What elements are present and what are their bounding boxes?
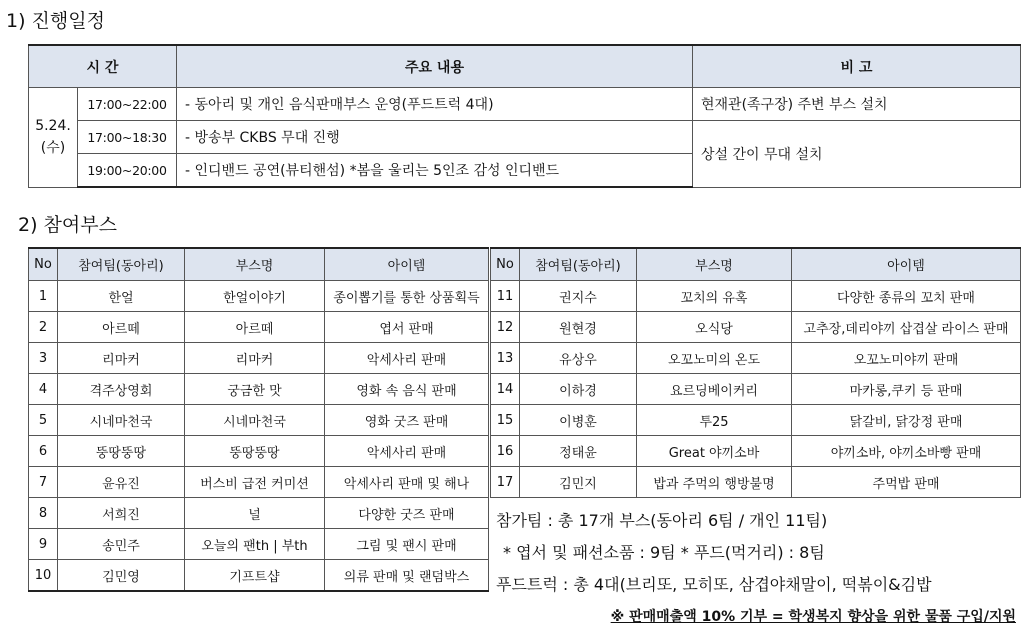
booth-item: 악세사리 판매 및 해나 (325, 467, 489, 498)
booth-team: 권지수 (520, 281, 637, 312)
booth-row (491, 281, 1021, 312)
booth-item: 악세사리 판매 (325, 343, 489, 374)
booth-no: 13 (491, 343, 520, 374)
booth-no: 1 (29, 281, 58, 312)
booth-item: 악세사리 판매 (325, 436, 489, 467)
booth-name: 오늘의 팬th | 부th (185, 529, 325, 560)
booth-row (491, 374, 1021, 405)
booth-row (29, 374, 489, 405)
booth-row (491, 467, 1021, 498)
booth-no: 5 (29, 405, 58, 436)
booth-team: 이하경 (520, 374, 637, 405)
booth-item: 다양한 종류의 꼬치 판매 (792, 281, 1021, 312)
booth-name: 오식당 (637, 312, 792, 343)
booth-team: 뚱땅뚱땅 (58, 436, 185, 467)
booth-team: 시네마천국 (58, 405, 185, 436)
booth-no: 10 (29, 560, 58, 592)
schedule-time: 17:00~18:30 (78, 121, 177, 154)
booth-table-right (490, 247, 1021, 498)
schedule-content: - 방송부 CKBS 무대 진행 (177, 121, 693, 154)
booth-name: 요르딩베이커리 (637, 374, 792, 405)
booth-row (491, 312, 1021, 343)
booth-item: 종이뽑기를 통한 상품획득 (325, 281, 489, 312)
header-name: 부스명 (637, 248, 792, 281)
booth-no: 12 (491, 312, 520, 343)
booth-name: 한얼이야기 (185, 281, 325, 312)
header-team: 참여팀(동아리) (520, 248, 637, 281)
booth-team: 유상우 (520, 343, 637, 374)
booth-name: 오꼬노미의 온도 (637, 343, 792, 374)
booth-team: 이병훈 (520, 405, 637, 436)
schedule-note: 상설 간이 무대 설치 (693, 121, 1021, 188)
booth-team: 김민영 (58, 560, 185, 592)
booth-name: Great 야끼소바 (637, 436, 792, 467)
booths-heading: 2) 참여부스 (18, 214, 117, 236)
booth-item: 고추장,데리야끼 삽겹살 라이스 판매 (792, 312, 1021, 343)
booth-item: 영화 굿즈 판매 (325, 405, 489, 436)
booth-row (29, 343, 489, 374)
booth-item: 마카롱,쿠키 등 판매 (792, 374, 1021, 405)
booth-row (29, 281, 489, 312)
booth-no: 11 (491, 281, 520, 312)
booth-item: 오꼬노미야끼 판매 (792, 343, 1021, 374)
booth-item: 야끼소바, 야끼소바빵 판매 (792, 436, 1021, 467)
summary-foodtrucks: 푸드트럭 : 총 4대(브리또, 모히또, 삼겹야채말이, 떡볶이&김밥 (496, 575, 932, 594)
booth-name: 궁금한 맛 (185, 374, 325, 405)
booth-row (29, 312, 489, 343)
booth-team: 정태윤 (520, 436, 637, 467)
booth-name: 리마커 (185, 343, 325, 374)
schedule-date (29, 88, 78, 188)
header-no: No (491, 248, 520, 281)
booth-row (491, 436, 1021, 467)
booth-row (29, 405, 489, 436)
summary-teams: 참가팀 : 총 17개 부스(동아리 6팀 / 개인 11팀) (496, 511, 828, 530)
schedule-time: 17:00~22:00 (78, 88, 177, 121)
booth-no: 4 (29, 374, 58, 405)
booth-no: 17 (491, 467, 520, 498)
summary-categories: * 엽서 및 패션소품 : 9팀 * 푸드(먹거리) : 8팀 (503, 543, 825, 562)
booth-item: 엽서 판매 (325, 312, 489, 343)
booth-no: 16 (491, 436, 520, 467)
header-no: No (29, 248, 58, 281)
booth-team: 서희진 (58, 498, 185, 529)
date-line2: (수) (40, 140, 66, 157)
header-item: 아이템 (325, 248, 489, 281)
header-note: 비 고 (693, 45, 1021, 88)
booth-team: 한얼 (58, 281, 185, 312)
header-name: 부스명 (185, 248, 325, 281)
booth-row (491, 343, 1021, 374)
booth-no: 9 (29, 529, 58, 560)
booth-team: 윤유진 (58, 467, 185, 498)
schedule-content: - 인디밴드 공연(뷰티핸섬) *봄을 울리는 5인조 감성 인디밴드 (177, 154, 693, 188)
booth-team: 원현경 (520, 312, 637, 343)
booth-name: 버스비 급전 커미션 (185, 467, 325, 498)
date-line1: 5.24. (35, 118, 71, 135)
donation-footnote: ※ 판매매출액 10% 기부 = 학생복지 향상을 위한 물품 구입/지원 (610, 609, 1016, 625)
header-team: 참여팀(동아리) (58, 248, 185, 281)
booth-row (29, 529, 489, 560)
booth-name: 뚱땅뚱땅 (185, 436, 325, 467)
booth-name: 아르떼 (185, 312, 325, 343)
header-time: 시 간 (29, 45, 177, 88)
booth-team: 김민지 (520, 467, 637, 498)
booth-item: 다양한 굿즈 판매 (325, 498, 489, 529)
schedule-note: 현재관(족구장) 주변 부스 설치 (693, 88, 1021, 121)
booth-name: 밥과 주먹의 행방불명 (637, 467, 792, 498)
booth-item: 의류 판매 및 랜덤박스 (325, 560, 489, 592)
header-content: 주요 내용 (177, 45, 693, 88)
booth-name: 시네마천국 (185, 405, 325, 436)
booth-no: 8 (29, 498, 58, 529)
booth-row (29, 560, 489, 592)
booth-team: 리마커 (58, 343, 185, 374)
booth-row (29, 467, 489, 498)
booth-row (29, 436, 489, 467)
booth-table-left (28, 247, 489, 592)
booth-no: 2 (29, 312, 58, 343)
booth-item: 닭갈비, 닭강정 판매 (792, 405, 1021, 436)
booth-item: 영화 속 음식 판매 (325, 374, 489, 405)
schedule-content: - 동아리 및 개인 음식판매부스 운영(푸드트럭 4대) (177, 88, 693, 121)
booth-name: 기프트샵 (185, 560, 325, 592)
booth-name: 꼬치의 유혹 (637, 281, 792, 312)
booth-row (491, 405, 1021, 436)
booth-no: 14 (491, 374, 520, 405)
booth-item: 주먹밥 판매 (792, 467, 1021, 498)
booth-name: 투25 (637, 405, 792, 436)
booth-no: 6 (29, 436, 58, 467)
booth-no: 3 (29, 343, 58, 374)
booth-no: 7 (29, 467, 58, 498)
header-item: 아이템 (792, 248, 1021, 281)
booth-name: 널 (185, 498, 325, 529)
booth-no: 15 (491, 405, 520, 436)
booth-team: 아르떼 (58, 312, 185, 343)
booth-item: 그림 및 팬시 판매 (325, 529, 489, 560)
booth-row (29, 498, 489, 529)
booth-team: 송민주 (58, 529, 185, 560)
schedule-time: 19:00~20:00 (78, 154, 177, 188)
booth-team: 격주상영회 (58, 374, 185, 405)
schedule-heading: 1) 진행일정 (6, 10, 105, 32)
schedule-table (28, 44, 1021, 188)
